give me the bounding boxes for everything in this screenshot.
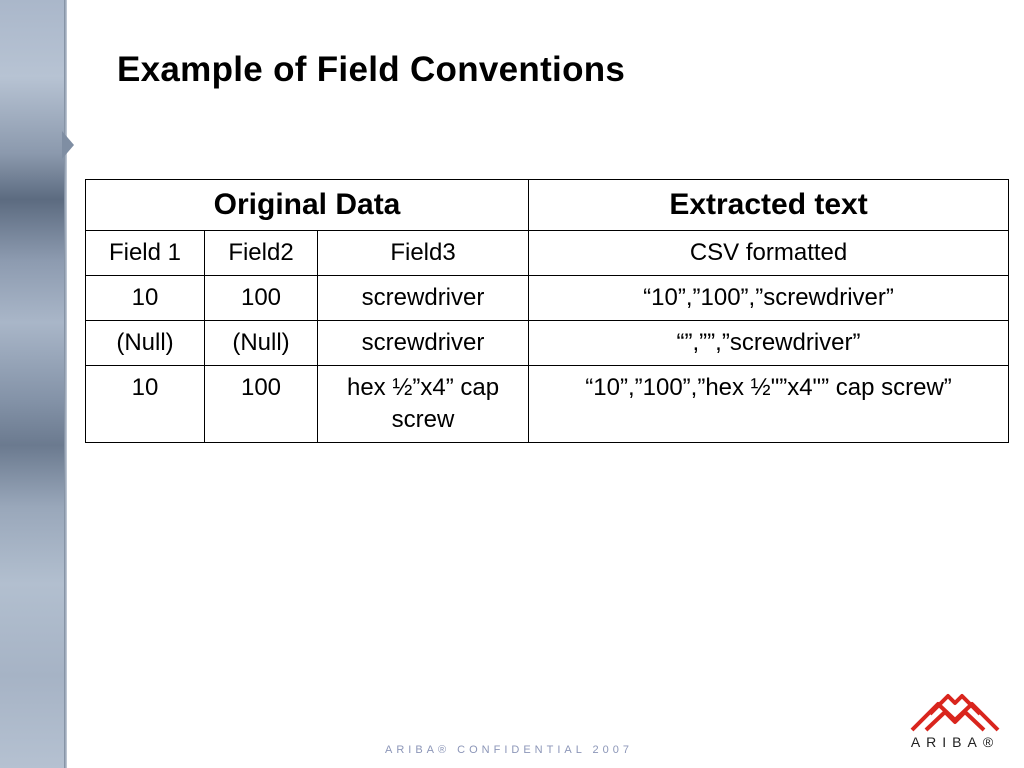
ariba-logo — [900, 690, 1010, 752]
extracted-text-header: Extracted text — [529, 180, 1009, 231]
table-row — [86, 321, 1009, 366]
original-data-header: Original Data — [86, 180, 529, 231]
sidebar-notch — [62, 131, 74, 159]
table-cell: 10 — [86, 366, 205, 443]
sidebar-decoration — [0, 0, 64, 768]
table-cell: 100 — [205, 366, 318, 443]
table-row — [86, 366, 1009, 443]
table-cell: screwdriver — [318, 276, 529, 321]
table-cell: “”,””,”screwdriver” — [529, 321, 1009, 366]
table-cell: “10”,”100”,”screwdriver” — [529, 276, 1009, 321]
table-cell: 100 — [205, 276, 318, 321]
sidebar-edge — [64, 0, 67, 768]
ariba-logo-icon — [900, 690, 1010, 734]
table-cell: hex ½”x4” cap screw — [318, 366, 529, 443]
header-cell-csv: CSV formatted — [529, 231, 1009, 276]
table-cell: “10”,”100”,”hex ½"”x4"” cap screw” — [529, 366, 1009, 443]
header-cell-field3: Field3 — [318, 231, 529, 276]
confidential-footer: ARIBA® CONFIDENTIAL 2007 — [385, 744, 633, 756]
table-cell: 10 — [86, 276, 205, 321]
table-cell: screwdriver — [318, 321, 529, 366]
table-group-header-row — [86, 180, 1009, 231]
header-cell-field1: Field 1 — [86, 231, 205, 276]
ariba-logo-text: ARIBA® — [910, 734, 1000, 750]
slide-title: Example of Field Conventions — [117, 50, 626, 89]
table-cell: (Null) — [86, 321, 205, 366]
header-cell-field2: Field2 — [205, 231, 318, 276]
table-row — [86, 276, 1009, 321]
field-conventions-table — [85, 179, 1009, 443]
table-header-row — [86, 231, 1009, 276]
table-cell: (Null) — [205, 321, 318, 366]
